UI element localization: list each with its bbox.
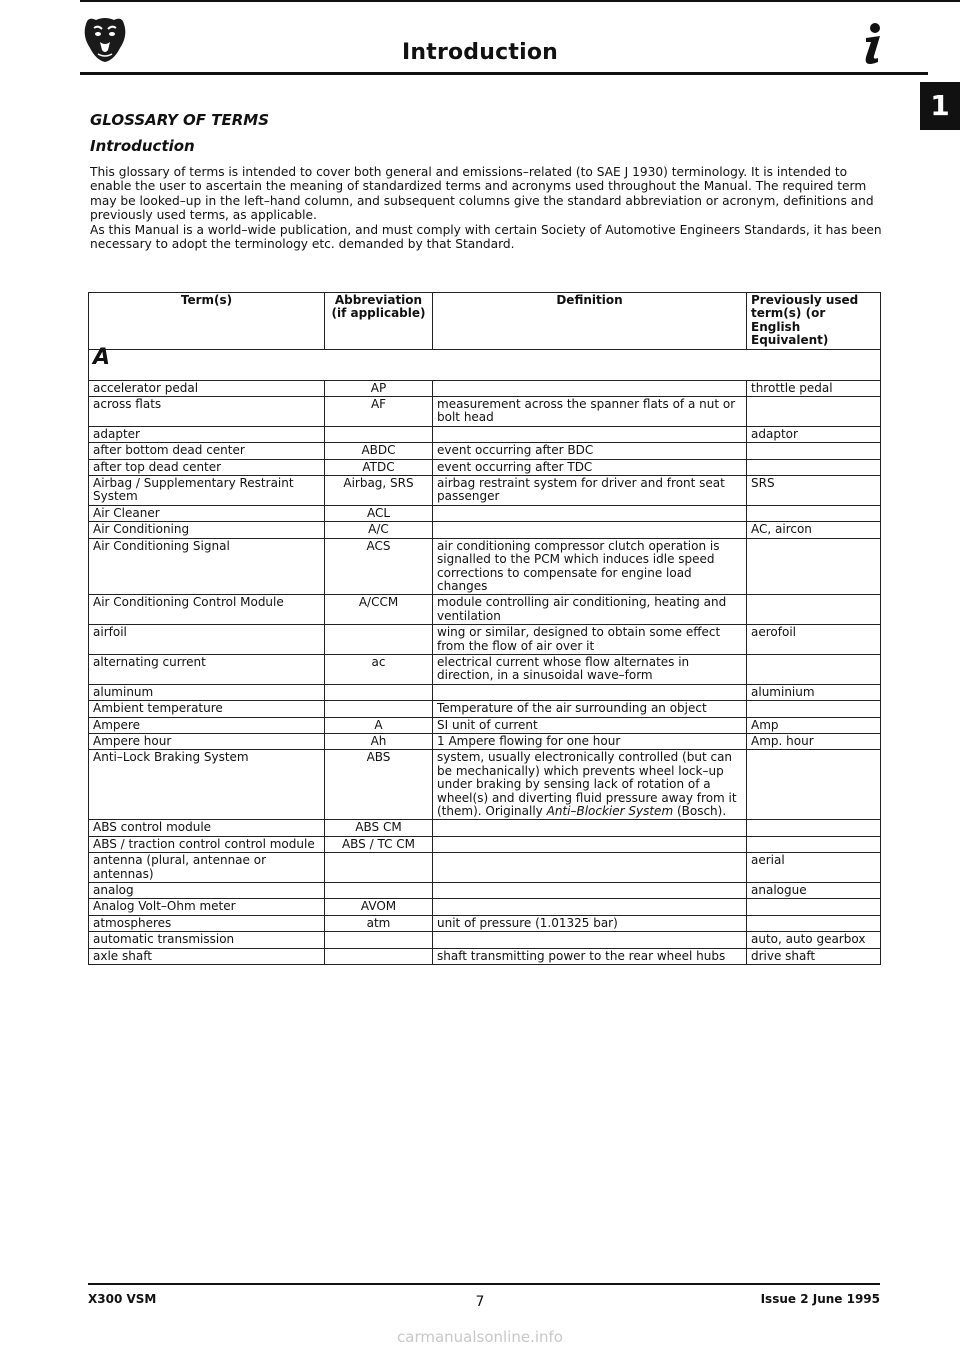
table-row (89, 505, 881, 521)
term-cell: axle shaft (89, 948, 325, 964)
previous-term-cell (747, 595, 881, 625)
table-row (89, 443, 881, 459)
abbreviation-cell: ABDC (325, 443, 433, 459)
definition-cell: event occurring after BDC (433, 443, 747, 459)
page-header (0, 0, 960, 80)
term-cell: after top dead center (89, 459, 325, 475)
previous-term-cell: SRS (747, 476, 881, 506)
page-number: 7 (475, 1294, 485, 1310)
previous-term-cell (747, 397, 881, 427)
header-abbr-line2: (if applicable) (331, 306, 426, 321)
previous-term-cell (747, 820, 881, 836)
definition-cell (433, 380, 747, 396)
definition-text: system, usually electronically controlled (but can be mechanically) which prevents wheel lock–up under braking by sensing lack of rotation of a wheel(s) and diverting fluid pressure away from it (them). Originally (437, 750, 737, 818)
term-cell: Air Conditioning Signal (89, 538, 325, 595)
definition-cell: event occurring after TDC (433, 459, 747, 475)
table-row (89, 459, 881, 475)
term-cell: ABS / traction control control module (89, 836, 325, 852)
section-letter: A (89, 349, 881, 380)
header-rule (80, 72, 928, 75)
term-cell: atmospheres (89, 915, 325, 931)
previous-term-cell (747, 899, 881, 915)
definition-cell: unit of pressure (1.01325 bar) (433, 915, 747, 931)
previous-term-cell (747, 915, 881, 931)
definition-cell: 1 Ampere flowing for one hour (433, 733, 747, 749)
term-cell: Analog Volt–Ohm meter (89, 899, 325, 915)
glossary-table (88, 292, 881, 965)
term-cell: Anti–Lock Braking System (89, 750, 325, 820)
definition-emphasis: Anti–Blockier System (546, 804, 674, 818)
term-cell: analog (89, 883, 325, 899)
term-cell: Airbag / Supplementary Restraint System (89, 476, 325, 506)
term-cell: Air Conditioning (89, 522, 325, 538)
definition-cell: shaft transmitting power to the rear wheel hubs (433, 948, 747, 964)
definition-cell (433, 836, 747, 852)
term-cell: alternating current (89, 654, 325, 684)
table-row (89, 625, 881, 655)
abbreviation-cell: ACS (325, 538, 433, 595)
definition-cell: airbag restraint system for driver and front seat passenger (433, 476, 747, 506)
table-row (89, 717, 881, 733)
abbreviation-cell (325, 625, 433, 655)
definition-cell (433, 853, 747, 883)
term-cell: across flats (89, 397, 325, 427)
footer-issue: Issue 2 June 1995 (760, 1292, 880, 1306)
term-cell: after bottom dead center (89, 443, 325, 459)
abbreviation-cell: AP (325, 380, 433, 396)
header-definition: Definition (433, 293, 747, 350)
abbreviation-cell: A/C (325, 522, 433, 538)
table-row (89, 684, 881, 700)
previous-term-cell: AC, aircon (747, 522, 881, 538)
term-cell: antenna (plural, antennae or antennas) (89, 853, 325, 883)
definition-cell (433, 684, 747, 700)
table-row (89, 733, 881, 749)
definition-tail: (Bosch). (673, 804, 727, 818)
table-row (89, 883, 881, 899)
top-rule (80, 0, 960, 2)
previous-term-cell: aerial (747, 853, 881, 883)
abbreviation-cell: ABS (325, 750, 433, 820)
page-title: Introduction (401, 40, 558, 65)
definition-cell (433, 820, 747, 836)
previous-term-cell: Amp (747, 717, 881, 733)
table-row (89, 522, 881, 538)
abbreviation-cell: ac (325, 654, 433, 684)
term-cell: adapter (89, 426, 325, 442)
definition-cell (433, 522, 747, 538)
definition-cell: wing or similar, designed to obtain some effect from the flow of air over it (433, 625, 747, 655)
definition-cell (433, 932, 747, 948)
definition-cell (433, 505, 747, 521)
glossary-title: GLOSSARY OF TERMS (90, 111, 270, 129)
footer-rule (88, 1283, 880, 1285)
previous-term-cell (747, 836, 881, 852)
term-cell: automatic transmission (89, 932, 325, 948)
abbreviation-cell: atm (325, 915, 433, 931)
term-cell: aluminum (89, 684, 325, 700)
abbreviation-cell: A/CCM (325, 595, 433, 625)
term-cell: Ambient temperature (89, 701, 325, 717)
table-row (89, 595, 881, 625)
header-term: Term(s) (89, 293, 325, 350)
intro-paragraph: This glossary of terms is intended to cover both general and emissions–related (to SAE J 1930) terminology. It is intended to enable the user to ascertain the meaning of standardized terms and acronyms used throughout the Manual. The required term may be looked–up in the left–hand column, and subsequent columns give the standard abbreviation or acronym, definitions and previously used terms, as applicable. (90, 165, 874, 223)
previous-term-cell: throttle pedal (747, 380, 881, 396)
previous-term-cell: aerofoil (747, 625, 881, 655)
header-abbreviation (325, 293, 433, 350)
term-cell: accelerator pedal (89, 380, 325, 396)
table-row (89, 701, 881, 717)
section-letter-row (89, 349, 881, 380)
abbreviation-cell: ABS CM (325, 820, 433, 836)
definition-cell: electrical current whose flow alternates in direction, in a sinusoidal wave–form (433, 654, 747, 684)
abbreviation-cell: ATDC (325, 459, 433, 475)
definition-cell: Temperature of the air surrounding an object (433, 701, 747, 717)
definition-cell (433, 750, 747, 820)
table-row (89, 476, 881, 506)
table-row (89, 836, 881, 852)
previous-term-cell (747, 538, 881, 595)
term-cell: airfoil (89, 625, 325, 655)
term-cell: Ampere (89, 717, 325, 733)
previous-term-cell: drive shaft (747, 948, 881, 964)
abbreviation-cell: Ah (325, 733, 433, 749)
abbreviation-cell: ABS / TC CM (325, 836, 433, 852)
intro-heading: Introduction (90, 137, 195, 155)
table-row (89, 397, 881, 427)
previous-term-cell (747, 505, 881, 521)
table-row (89, 380, 881, 396)
table-row (89, 426, 881, 442)
definition-cell: SI unit of current (433, 717, 747, 733)
table-row (89, 932, 881, 948)
abbreviation-cell: AF (325, 397, 433, 427)
table-row (89, 948, 881, 964)
abbreviation-cell: A (325, 717, 433, 733)
table-row (89, 915, 881, 931)
term-cell: ABS control module (89, 820, 325, 836)
previous-term-cell (747, 750, 881, 820)
term-cell: Ampere hour (89, 733, 325, 749)
table-row (89, 820, 881, 836)
previous-term-cell: analogue (747, 883, 881, 899)
abbreviation-cell: AVOM (325, 899, 433, 915)
info-icon (858, 22, 886, 66)
previous-term-cell: aluminium (747, 684, 881, 700)
abbreviation-cell (325, 701, 433, 717)
abbreviation-cell (325, 684, 433, 700)
abbreviation-cell (325, 853, 433, 883)
definition-cell: module controlling air conditioning, heating and ventilation (433, 595, 747, 625)
intro-paragraph: As this Manual is a world–wide publication, and must comply with certain Society of Automotive Engineers Standards, it has been necessary to adopt the terminology etc. demanded by that Standard. (90, 222, 882, 252)
definition-cell (433, 883, 747, 899)
table-header-row (89, 293, 881, 350)
table-row (89, 538, 881, 595)
previous-term-cell: Amp. hour (747, 733, 881, 749)
abbreviation-cell (325, 426, 433, 442)
table-row (89, 654, 881, 684)
watermark: carmanualsonline.info (397, 1328, 563, 1346)
definition-cell (433, 899, 747, 915)
header-abbr-line1: Abbreviation (334, 293, 423, 307)
footer-doc-code: X300 VSM (88, 1292, 157, 1306)
table-row (89, 899, 881, 915)
table-row (89, 750, 881, 820)
definition-cell: measurement across the spanner flats of a nut or bolt head (433, 397, 747, 427)
definition-cell: air conditioning compressor clutch operation is signalled to the PCM which induces idle speed corrections to compensate for engine load changes (433, 538, 747, 595)
previous-term-cell: auto, auto gearbox (747, 932, 881, 948)
header-previous: Previously used term(s) (or English Equivalent) (747, 293, 881, 350)
abbreviation-cell: Airbag, SRS (325, 476, 433, 506)
table-row (89, 853, 881, 883)
abbreviation-cell (325, 932, 433, 948)
previous-term-cell: adaptor (747, 426, 881, 442)
intro-text (90, 165, 886, 251)
abbreviation-cell (325, 883, 433, 899)
previous-term-cell (747, 701, 881, 717)
abbreviation-cell (325, 948, 433, 964)
term-cell: Air Conditioning Control Module (89, 595, 325, 625)
previous-term-cell (747, 443, 881, 459)
abbreviation-cell: ACL (325, 505, 433, 521)
definition-cell (433, 426, 747, 442)
section-tab: 1 (920, 82, 960, 130)
previous-term-cell (747, 459, 881, 475)
term-cell: Air Cleaner (89, 505, 325, 521)
previous-term-cell (747, 654, 881, 684)
